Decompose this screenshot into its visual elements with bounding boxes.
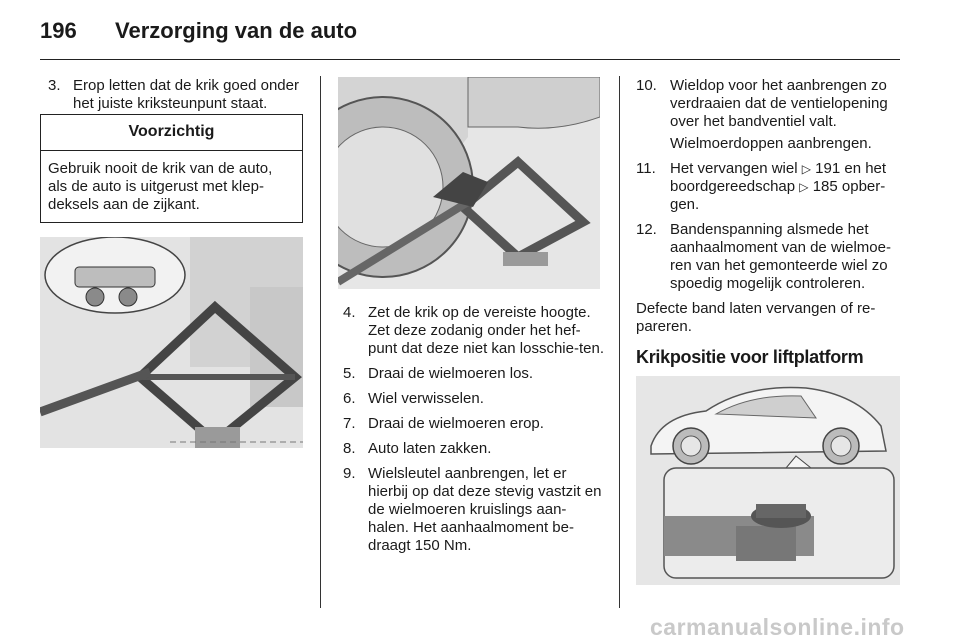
step-text: Wiel verwisselen. xyxy=(368,390,484,407)
step-3 xyxy=(48,77,303,113)
step-text: Erop letten dat de krik goed onder het juiste kriksteunpunt staat. xyxy=(73,77,299,112)
step-number: 6. xyxy=(343,390,356,407)
step-11 xyxy=(636,160,906,214)
step-text: opber-gen. xyxy=(670,178,886,213)
step-number: 11. xyxy=(636,160,656,177)
note-text: Defecte band laten vervangen of re-pareren. xyxy=(636,300,876,335)
right-column xyxy=(636,77,906,366)
middle-column xyxy=(343,304,605,562)
page-number: 196 xyxy=(40,18,77,43)
step-text: Draai de wielmoeren los. xyxy=(368,365,534,382)
step-7 xyxy=(343,415,605,433)
page-ref[interactable]: 191 xyxy=(815,160,841,177)
jack-closeup-illustration xyxy=(40,237,303,448)
step-10-subtext: Wielmoerdoppen aanbrengen. xyxy=(670,135,872,152)
step-number: 4. xyxy=(343,304,356,321)
page-ref-arrow-icon: ▷ xyxy=(801,162,811,176)
section-heading: Krikpositie voor liftplatform xyxy=(636,347,864,367)
step-6 xyxy=(343,390,605,408)
step-number: 9. xyxy=(343,465,356,482)
page-ref[interactable]: 185 xyxy=(812,178,838,195)
warning-title: Voorzichtig xyxy=(41,115,302,151)
step-10 xyxy=(636,77,906,131)
step-number: 8. xyxy=(343,440,356,457)
step-5 xyxy=(343,365,605,383)
header-rule xyxy=(40,59,900,60)
column-divider-right xyxy=(619,76,620,608)
step-number: 3. xyxy=(48,77,61,94)
step-number: 5. xyxy=(343,365,356,382)
page-ref-arrow-icon: ▷ xyxy=(799,180,809,194)
step-4 xyxy=(343,304,605,358)
step-9 xyxy=(343,465,605,555)
step-text: Bandenspanning alsmede het aanhaalmoment van de wielmoe-ren van het gemonteerde wiel zo spoedig mogelijk controleren. xyxy=(670,221,891,292)
step-text: en het boordgereedschap xyxy=(670,160,887,195)
lift-point-illustration xyxy=(636,376,900,585)
step-text: Wieldop voor het aanbrengen zo verdraaien dat de ventielopening over het bandventiel valt. xyxy=(670,77,888,130)
step-text: Draai de wielmoeren erop. xyxy=(368,415,544,432)
step-number: 7. xyxy=(343,415,356,432)
step-text: Het vervangen wiel xyxy=(670,160,798,177)
step-text: Zet de krik op de vereiste hoogte. Zet deze zodanig onder het hef-punt dat deze niet kan losschie-ten. xyxy=(368,304,604,357)
step-text: Wielsleutel aanbrengen, let er hierbij op dat deze stevig vastzit en de wielmoeren kruislings aan-halen. Het aanhaalmoment be-draagt 150 Nm. xyxy=(368,465,602,554)
step-number: 12. xyxy=(636,221,657,238)
step-number: 10. xyxy=(636,77,657,94)
jack-under-car-illustration xyxy=(338,77,600,289)
step-text: Auto laten zakken. xyxy=(368,440,492,457)
column-divider-left xyxy=(320,76,321,608)
step-8 xyxy=(343,440,605,458)
warning-box xyxy=(40,114,303,223)
warning-text: Gebruik nooit de krik van de auto, als de auto is uitgerust met klep-deksels aan de zijkant. xyxy=(48,160,273,213)
step-12 xyxy=(636,221,906,293)
page-title: Verzorging van de auto xyxy=(115,18,358,43)
footer-watermark: carmanualsonline.info xyxy=(650,614,905,640)
